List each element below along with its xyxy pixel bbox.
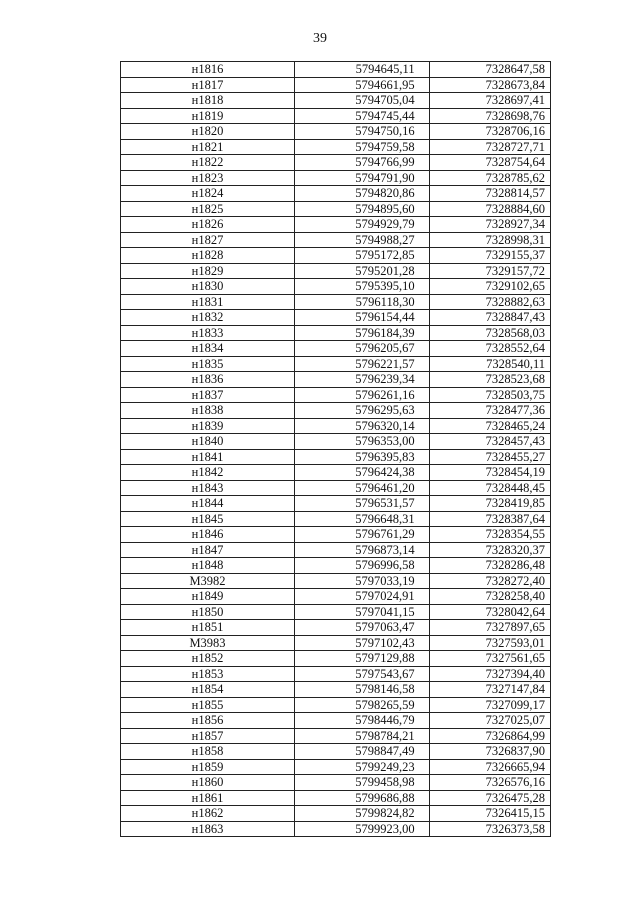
x-coordinate-cell: 5794929,79 bbox=[295, 217, 430, 233]
x-coordinate-cell: 5796395,83 bbox=[295, 449, 430, 465]
y-coordinate-cell: 7326576,16 bbox=[429, 775, 550, 791]
table-row bbox=[121, 372, 551, 388]
y-coordinate-cell: 7328847,43 bbox=[429, 310, 550, 326]
y-coordinate-cell: 7328647,58 bbox=[429, 62, 550, 78]
x-coordinate-cell: 5799458,98 bbox=[295, 775, 430, 791]
y-coordinate-cell: 7327147,84 bbox=[429, 682, 550, 698]
point-name-cell: н1849 bbox=[121, 589, 295, 605]
y-coordinate-cell: 7328540,11 bbox=[429, 356, 550, 372]
point-name-cell: н1834 bbox=[121, 341, 295, 357]
y-coordinate-cell: 7328568,03 bbox=[429, 325, 550, 341]
point-name-cell: н1851 bbox=[121, 620, 295, 636]
y-coordinate-cell: 7328814,57 bbox=[429, 186, 550, 202]
x-coordinate-cell: 5796353,00 bbox=[295, 434, 430, 450]
y-coordinate-cell: 7327897,65 bbox=[429, 620, 550, 636]
point-name-cell: н1819 bbox=[121, 108, 295, 124]
table-row bbox=[121, 325, 551, 341]
point-name-cell: н1839 bbox=[121, 418, 295, 434]
point-name-cell: н1859 bbox=[121, 759, 295, 775]
point-name-cell: н1835 bbox=[121, 356, 295, 372]
table-row bbox=[121, 744, 551, 760]
y-coordinate-cell: 7328727,71 bbox=[429, 139, 550, 155]
table-row bbox=[121, 93, 551, 109]
table-row bbox=[121, 496, 551, 512]
point-name-cell: н1857 bbox=[121, 728, 295, 744]
coordinates-table-body bbox=[121, 62, 551, 837]
y-coordinate-cell: 7328387,64 bbox=[429, 511, 550, 527]
point-name-cell: н1816 bbox=[121, 62, 295, 78]
y-coordinate-cell: 7326415,15 bbox=[429, 806, 550, 822]
table-row bbox=[121, 480, 551, 496]
point-name-cell: н1852 bbox=[121, 651, 295, 667]
x-coordinate-cell: 5794750,16 bbox=[295, 124, 430, 140]
table-row bbox=[121, 139, 551, 155]
point-name-cell: н1826 bbox=[121, 217, 295, 233]
x-coordinate-cell: 5794645,11 bbox=[295, 62, 430, 78]
point-name-cell: н1855 bbox=[121, 697, 295, 713]
x-coordinate-cell: 5797543,67 bbox=[295, 666, 430, 682]
y-coordinate-cell: 7327099,17 bbox=[429, 697, 550, 713]
y-coordinate-cell: 7327561,65 bbox=[429, 651, 550, 667]
y-coordinate-cell: 7327593,01 bbox=[429, 635, 550, 651]
table-row bbox=[121, 558, 551, 574]
x-coordinate-cell: 5794820,86 bbox=[295, 186, 430, 202]
x-coordinate-cell: 5794988,27 bbox=[295, 232, 430, 248]
x-coordinate-cell: 5799686,88 bbox=[295, 790, 430, 806]
y-coordinate-cell: 7328455,27 bbox=[429, 449, 550, 465]
table-row bbox=[121, 387, 551, 403]
x-coordinate-cell: 5797041,15 bbox=[295, 604, 430, 620]
table-row bbox=[121, 759, 551, 775]
table-row bbox=[121, 201, 551, 217]
table-row bbox=[121, 341, 551, 357]
x-coordinate-cell: 5795172,85 bbox=[295, 248, 430, 264]
y-coordinate-cell: 7328927,34 bbox=[429, 217, 550, 233]
x-coordinate-cell: 5794661,95 bbox=[295, 77, 430, 93]
point-name-cell: н1853 bbox=[121, 666, 295, 682]
table-row bbox=[121, 248, 551, 264]
table-row bbox=[121, 279, 551, 295]
point-name-cell: н1823 bbox=[121, 170, 295, 186]
y-coordinate-cell: 7326665,94 bbox=[429, 759, 550, 775]
y-coordinate-cell: 7328673,84 bbox=[429, 77, 550, 93]
y-coordinate-cell: 7328454,19 bbox=[429, 465, 550, 481]
point-name-cell: н1829 bbox=[121, 263, 295, 279]
x-coordinate-cell: 5798446,79 bbox=[295, 713, 430, 729]
y-coordinate-cell: 7328258,40 bbox=[429, 589, 550, 605]
table-row bbox=[121, 806, 551, 822]
point-name-cell: н1817 bbox=[121, 77, 295, 93]
table-row bbox=[121, 263, 551, 279]
table-row bbox=[121, 573, 551, 589]
point-name-cell: н1828 bbox=[121, 248, 295, 264]
x-coordinate-cell: 5799923,00 bbox=[295, 821, 430, 837]
point-name-cell: н1822 bbox=[121, 155, 295, 171]
x-coordinate-cell: 5796320,14 bbox=[295, 418, 430, 434]
table-row bbox=[121, 651, 551, 667]
point-name-cell: н1820 bbox=[121, 124, 295, 140]
point-name-cell: н1854 bbox=[121, 682, 295, 698]
x-coordinate-cell: 5796873,14 bbox=[295, 542, 430, 558]
x-coordinate-cell: 5794895,60 bbox=[295, 201, 430, 217]
y-coordinate-cell: 7328882,63 bbox=[429, 294, 550, 310]
point-name-cell: н1837 bbox=[121, 387, 295, 403]
point-name-cell: н1850 bbox=[121, 604, 295, 620]
y-coordinate-cell: 7328503,75 bbox=[429, 387, 550, 403]
x-coordinate-cell: 5798784,21 bbox=[295, 728, 430, 744]
x-coordinate-cell: 5794766,99 bbox=[295, 155, 430, 171]
table-row bbox=[121, 542, 551, 558]
point-name-cell: М3982 bbox=[121, 573, 295, 589]
table-row bbox=[121, 511, 551, 527]
table-row bbox=[121, 356, 551, 372]
x-coordinate-cell: 5794705,04 bbox=[295, 93, 430, 109]
y-coordinate-cell: 7328042,64 bbox=[429, 604, 550, 620]
point-name-cell: н1830 bbox=[121, 279, 295, 295]
point-name-cell: М3983 bbox=[121, 635, 295, 651]
y-coordinate-cell: 7328706,16 bbox=[429, 124, 550, 140]
table-row bbox=[121, 775, 551, 791]
point-name-cell: н1832 bbox=[121, 310, 295, 326]
coordinates-table bbox=[120, 61, 551, 837]
point-name-cell: н1838 bbox=[121, 403, 295, 419]
point-name-cell: н1821 bbox=[121, 139, 295, 155]
x-coordinate-cell: 5797024,91 bbox=[295, 589, 430, 605]
table-row bbox=[121, 170, 551, 186]
x-coordinate-cell: 5796221,57 bbox=[295, 356, 430, 372]
x-coordinate-cell: 5794791,90 bbox=[295, 170, 430, 186]
x-coordinate-cell: 5796118,30 bbox=[295, 294, 430, 310]
x-coordinate-cell: 5796761,29 bbox=[295, 527, 430, 543]
y-coordinate-cell: 7328465,24 bbox=[429, 418, 550, 434]
x-coordinate-cell: 5798847,49 bbox=[295, 744, 430, 760]
point-name-cell: н1841 bbox=[121, 449, 295, 465]
table-row bbox=[121, 635, 551, 651]
table-row bbox=[121, 434, 551, 450]
y-coordinate-cell: 7328697,41 bbox=[429, 93, 550, 109]
point-name-cell: н1863 bbox=[121, 821, 295, 837]
x-coordinate-cell: 5797033,19 bbox=[295, 573, 430, 589]
x-coordinate-cell: 5795395,10 bbox=[295, 279, 430, 295]
table-row bbox=[121, 310, 551, 326]
x-coordinate-cell: 5796205,67 bbox=[295, 341, 430, 357]
x-coordinate-cell: 5796239,34 bbox=[295, 372, 430, 388]
y-coordinate-cell: 7326373,58 bbox=[429, 821, 550, 837]
y-coordinate-cell: 7328754,64 bbox=[429, 155, 550, 171]
table-row bbox=[121, 666, 551, 682]
table-row bbox=[121, 527, 551, 543]
x-coordinate-cell: 5797129,88 bbox=[295, 651, 430, 667]
table-row bbox=[121, 465, 551, 481]
table-row bbox=[121, 155, 551, 171]
x-coordinate-cell: 5796261,16 bbox=[295, 387, 430, 403]
y-coordinate-cell: 7328419,85 bbox=[429, 496, 550, 512]
point-name-cell: н1856 bbox=[121, 713, 295, 729]
point-name-cell: н1818 bbox=[121, 93, 295, 109]
x-coordinate-cell: 5794759,58 bbox=[295, 139, 430, 155]
point-name-cell: н1840 bbox=[121, 434, 295, 450]
x-coordinate-cell: 5795201,28 bbox=[295, 263, 430, 279]
x-coordinate-cell: 5799824,82 bbox=[295, 806, 430, 822]
table-row bbox=[121, 217, 551, 233]
y-coordinate-cell: 7328320,37 bbox=[429, 542, 550, 558]
y-coordinate-cell: 7329155,37 bbox=[429, 248, 550, 264]
table-row bbox=[121, 186, 551, 202]
table-row bbox=[121, 294, 551, 310]
point-name-cell: н1844 bbox=[121, 496, 295, 512]
point-name-cell: н1860 bbox=[121, 775, 295, 791]
point-name-cell: н1862 bbox=[121, 806, 295, 822]
table-row bbox=[121, 77, 551, 93]
point-name-cell: н1842 bbox=[121, 465, 295, 481]
table-row bbox=[121, 728, 551, 744]
point-name-cell: н1824 bbox=[121, 186, 295, 202]
x-coordinate-cell: 5796424,38 bbox=[295, 465, 430, 481]
table-row bbox=[121, 232, 551, 248]
table-row bbox=[121, 62, 551, 78]
x-coordinate-cell: 5796295,63 bbox=[295, 403, 430, 419]
y-coordinate-cell: 7326475,28 bbox=[429, 790, 550, 806]
y-coordinate-cell: 7328457,43 bbox=[429, 434, 550, 450]
y-coordinate-cell: 7328286,48 bbox=[429, 558, 550, 574]
page-number: 39 bbox=[313, 31, 327, 46]
y-coordinate-cell: 7328272,40 bbox=[429, 573, 550, 589]
y-coordinate-cell: 7329102,65 bbox=[429, 279, 550, 295]
table-row bbox=[121, 124, 551, 140]
table-row bbox=[121, 697, 551, 713]
point-name-cell: н1847 bbox=[121, 542, 295, 558]
x-coordinate-cell: 5796996,58 bbox=[295, 558, 430, 574]
table-row bbox=[121, 713, 551, 729]
x-coordinate-cell: 5797102,43 bbox=[295, 635, 430, 651]
point-name-cell: н1846 bbox=[121, 527, 295, 543]
y-coordinate-cell: 7327025,07 bbox=[429, 713, 550, 729]
table-row bbox=[121, 418, 551, 434]
y-coordinate-cell: 7328354,55 bbox=[429, 527, 550, 543]
point-name-cell: н1848 bbox=[121, 558, 295, 574]
point-name-cell: н1845 bbox=[121, 511, 295, 527]
point-name-cell: н1833 bbox=[121, 325, 295, 341]
point-name-cell: н1836 bbox=[121, 372, 295, 388]
x-coordinate-cell: 5796648,31 bbox=[295, 511, 430, 527]
table-row bbox=[121, 449, 551, 465]
point-name-cell: н1858 bbox=[121, 744, 295, 760]
table-row bbox=[121, 403, 551, 419]
table-row bbox=[121, 589, 551, 605]
point-name-cell: н1827 bbox=[121, 232, 295, 248]
table-row bbox=[121, 821, 551, 837]
x-coordinate-cell: 5798146,58 bbox=[295, 682, 430, 698]
point-name-cell: н1843 bbox=[121, 480, 295, 496]
y-coordinate-cell: 7326864,99 bbox=[429, 728, 550, 744]
x-coordinate-cell: 5796184,39 bbox=[295, 325, 430, 341]
y-coordinate-cell: 7327394,40 bbox=[429, 666, 550, 682]
y-coordinate-cell: 7328448,45 bbox=[429, 480, 550, 496]
y-coordinate-cell: 7328477,36 bbox=[429, 403, 550, 419]
table-row bbox=[121, 108, 551, 124]
table-row bbox=[121, 604, 551, 620]
x-coordinate-cell: 5798265,59 bbox=[295, 697, 430, 713]
y-coordinate-cell: 7328998,31 bbox=[429, 232, 550, 248]
point-name-cell: н1825 bbox=[121, 201, 295, 217]
y-coordinate-cell: 7328523,68 bbox=[429, 372, 550, 388]
table-row bbox=[121, 682, 551, 698]
x-coordinate-cell: 5799249,23 bbox=[295, 759, 430, 775]
y-coordinate-cell: 7328552,64 bbox=[429, 341, 550, 357]
point-name-cell: н1831 bbox=[121, 294, 295, 310]
y-coordinate-cell: 7328785,62 bbox=[429, 170, 550, 186]
table-row bbox=[121, 620, 551, 636]
point-name-cell: н1861 bbox=[121, 790, 295, 806]
y-coordinate-cell: 7329157,72 bbox=[429, 263, 550, 279]
y-coordinate-cell: 7326837,90 bbox=[429, 744, 550, 760]
x-coordinate-cell: 5796154,44 bbox=[295, 310, 430, 326]
x-coordinate-cell: 5797063,47 bbox=[295, 620, 430, 636]
x-coordinate-cell: 5796531,57 bbox=[295, 496, 430, 512]
table-row bbox=[121, 790, 551, 806]
y-coordinate-cell: 7328698,76 bbox=[429, 108, 550, 124]
x-coordinate-cell: 5794745,44 bbox=[295, 108, 430, 124]
y-coordinate-cell: 7328884,60 bbox=[429, 201, 550, 217]
x-coordinate-cell: 5796461,20 bbox=[295, 480, 430, 496]
